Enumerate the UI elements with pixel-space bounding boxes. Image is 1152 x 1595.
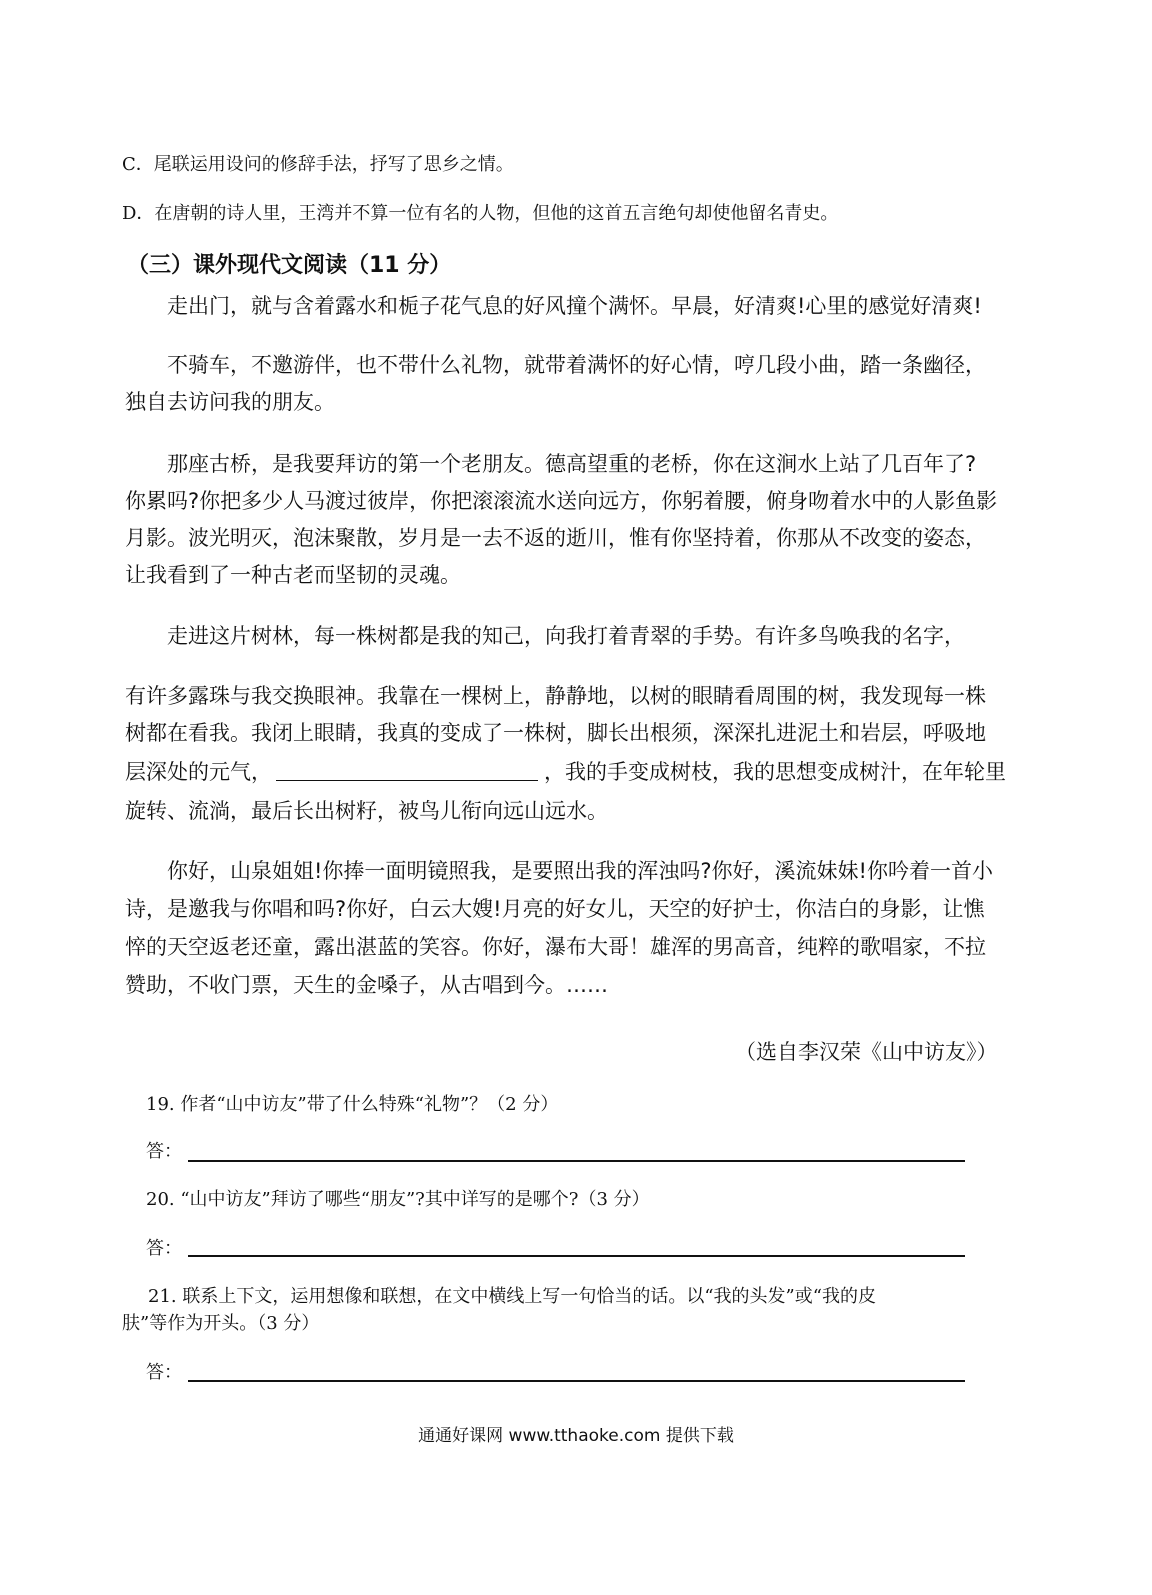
paragraph-line: 月影。波光明灭，泡沫聚散，岁月是一去不返的逝川，惟有你坚持着，你那从不改变的姿态， bbox=[125, 526, 986, 550]
paragraph-line: 你累吗?你把多少人马渡过彼岸，你把滚滚流水送向远方，你躬着腰，俯身吻着水中的人影鱼影 bbox=[125, 489, 998, 513]
paragraph-line: 有许多露珠与我交换眼神。我靠在一棵树上，静静地，以树的眼睛看周围的树，我发现每一株 bbox=[125, 684, 986, 708]
line-text: ，我的手变成树枝，我的思想变成树汁，在年轮里 bbox=[544, 760, 1006, 784]
paragraph-line: 旋转、流淌，最后长出树籽，被鸟儿衔向远山远水。 bbox=[125, 799, 608, 823]
source-citation: （选自李汉荣《山中访友》） bbox=[735, 1040, 998, 1064]
paragraph-line: 让我看到了一种古老而坚韧的灵魂。 bbox=[125, 563, 461, 587]
paragraph-line: 走进这片树林，每一株树都是我的知己，向我打着青翠的手势。有许多鸟唤我的名字， bbox=[167, 624, 965, 648]
question-21-cont: 肤”等作为开头。（3 分） bbox=[122, 1313, 320, 1334]
question-21: 21. 联系上下文，运用想像和联想，在文中横线上写一句恰当的话。以“我的头发”或“我的皮 bbox=[148, 1286, 876, 1307]
option-c: C．尾联运用设问的修辞手法，抒写了思乡之情。 bbox=[122, 154, 514, 175]
paragraph-line: 不骑车，不邀游伴，也不带什么礼物，就带着满怀的好心情，哼几段小曲，踏一条幽径， bbox=[167, 353, 986, 377]
fill-in-blank[interactable] bbox=[276, 758, 538, 781]
paragraph-line: 你好，山泉姐姐!你捧一面明镜照我，是要照出我的浑浊吗?你好，溪流妹妹!你吟着一首小 bbox=[167, 859, 993, 883]
paragraph-line bbox=[125, 754, 1045, 791]
answer-line[interactable] bbox=[188, 1255, 965, 1257]
answer-line[interactable] bbox=[188, 1160, 965, 1162]
paragraph-line: 悴的天空返老还童，露出湛蓝的笑容。你好，瀑布大哥！雄浑的男高音，纯粹的歌唱家，不拉 bbox=[125, 935, 986, 959]
line-text: 层深处的元气， bbox=[125, 760, 272, 784]
question-20: 20. “山中访友”拜访了哪些“朋友”?其中详写的是哪个?（3 分） bbox=[146, 1189, 650, 1210]
paragraph-line: 诗，是邀我与你唱和吗?你好，白云大嫂!月亮的好女儿，天空的好护士，你洁白的身影，让憔 bbox=[125, 897, 985, 921]
answer-label: 答： bbox=[146, 1238, 182, 1259]
paragraph-line: 树都在看我。我闭上眼睛，我真的变成了一株树，脚长出根须，深深扎进泥土和岩层，呼吸地 bbox=[125, 721, 986, 745]
paragraph-line: 赞助，不收门票，天生的金嗓子，从古唱到今。…… bbox=[125, 973, 608, 997]
answer-label: 答： bbox=[146, 1141, 182, 1162]
footer: 通通好课网 www.tthaoke.com 提供下载 bbox=[418, 1426, 734, 1446]
option-d: D．在唐朝的诗人里，王湾并不算一位有名的人物，但他的这首五言绝句却使他留名青史。 bbox=[122, 203, 839, 224]
paragraph-line: 走出门，就与含着露水和栀子花气息的好风撞个满怀。早晨，好清爽!心里的感觉好清爽! bbox=[167, 294, 982, 318]
paragraph-line: 独自去访问我的朋友。 bbox=[125, 390, 335, 414]
question-19: 19. 作者“山中访友”带了什么特殊“礼物”？（2 分） bbox=[146, 1094, 559, 1115]
answer-label: 答： bbox=[146, 1362, 182, 1383]
section-title: （三）课外现代文阅读（11 分） bbox=[127, 253, 452, 278]
paragraph-line: 那座古桥，是我要拜访的第一个老朋友。德高望重的老桥，你在这涧水上站了几百年了? bbox=[167, 452, 977, 476]
answer-line[interactable] bbox=[188, 1380, 965, 1382]
